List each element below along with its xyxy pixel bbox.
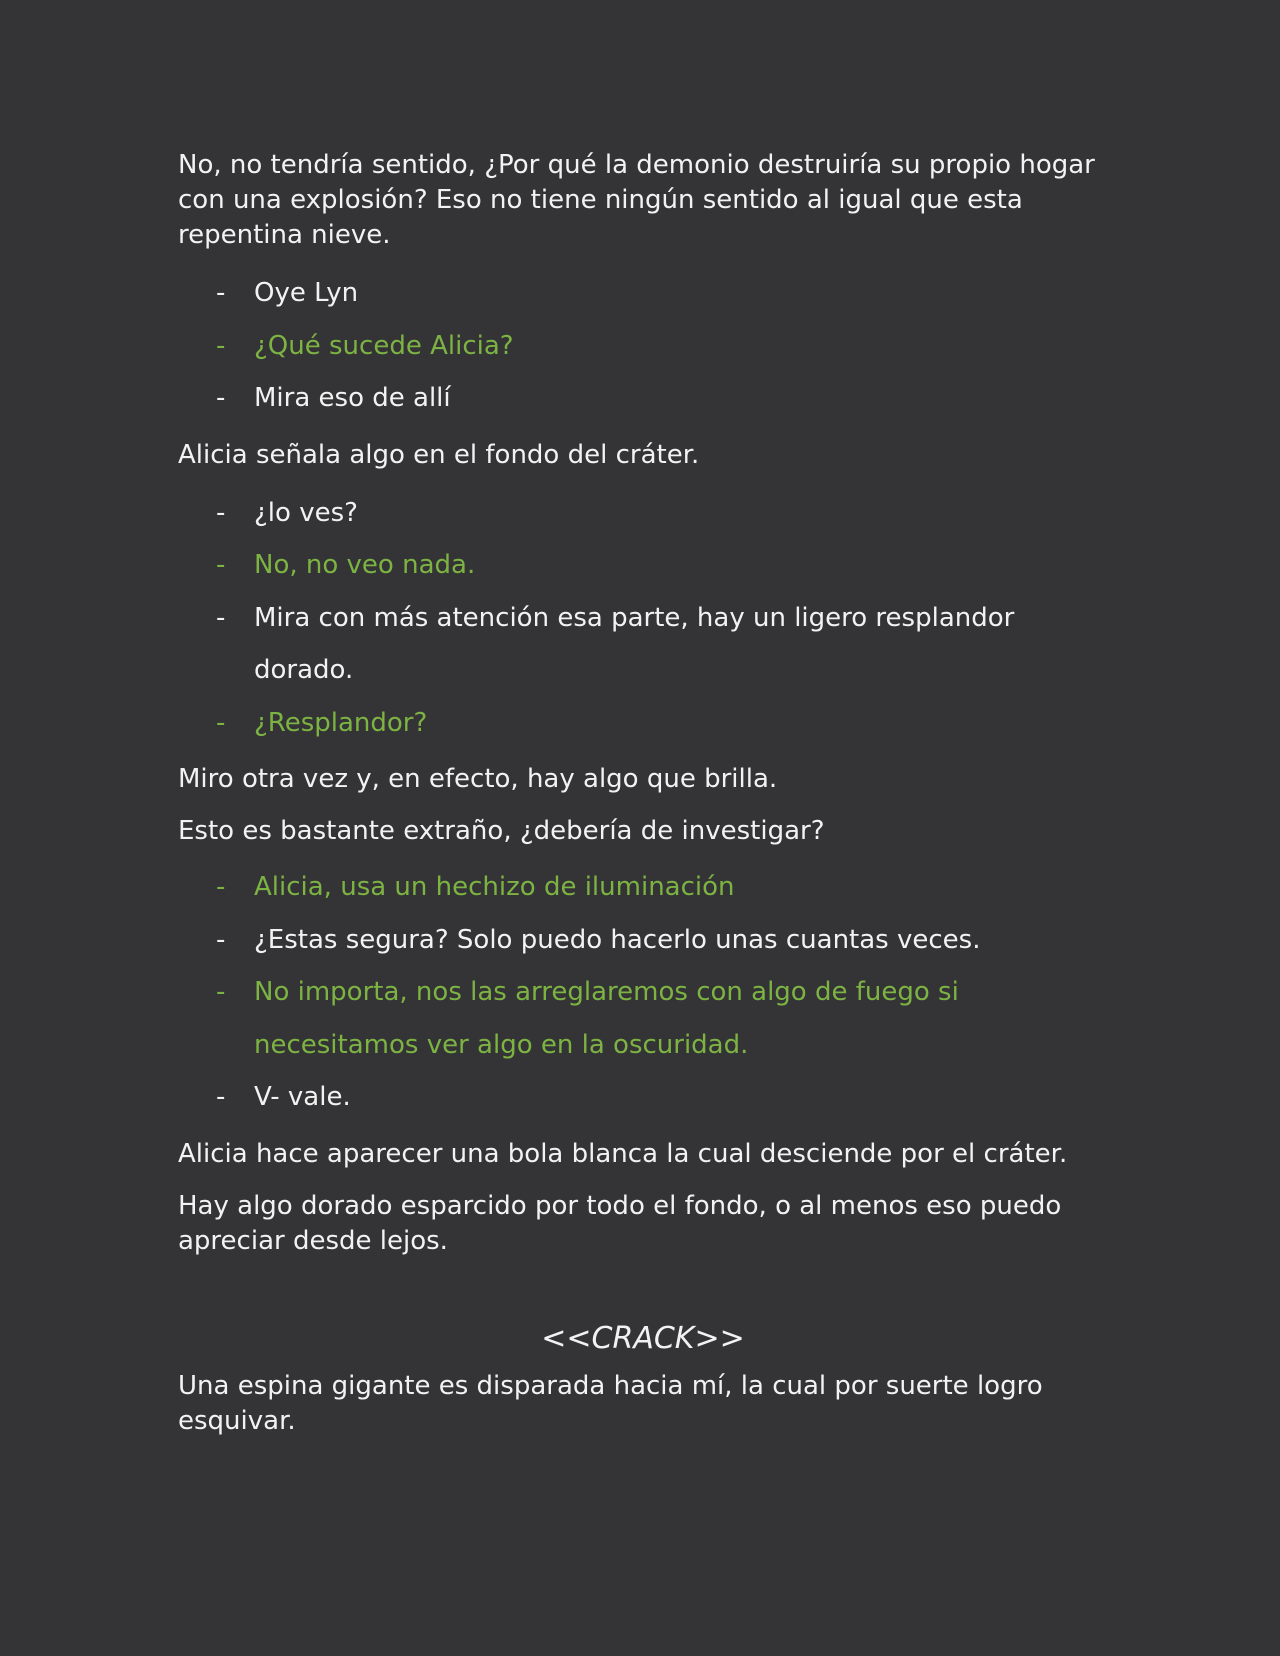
- dialogue-text: No, no veo nada.: [254, 550, 476, 580]
- dialogue-line: [178, 267, 1108, 320]
- dialogue-dash: -: [216, 924, 226, 955]
- dialogue-text: ¿Estas segura? Solo puedo hacerlo unas cuantas veces.: [254, 924, 981, 955]
- dialogue-dash: -: [216, 278, 226, 308]
- dialogue-text: ¿lo ves?: [254, 497, 358, 528]
- dialogue-dash: -: [216, 707, 226, 738]
- dialogue-text: No importa, nos las arreglaremos con algo de fuego si necesitamos ver algo en la oscuridad.: [254, 977, 959, 1060]
- paragraph: Hay algo dorado esparcido por todo el fondo, o al menos eso puedo apreciar desde lejos.: [178, 1190, 1062, 1256]
- dialogue-line: [178, 320, 1108, 373]
- dialogue-text: Alicia, usa un hechizo de iluminación: [254, 872, 735, 902]
- dialogue-text: V- vale.: [254, 1082, 351, 1112]
- dialogue-line: [178, 487, 1108, 540]
- dialogue-block: [178, 267, 1108, 425]
- dialogue-line: [178, 1071, 1108, 1124]
- dialogue-block: [178, 861, 1108, 1124]
- dialogue-line: [178, 861, 1108, 914]
- dialogue-dash: -: [216, 330, 226, 361]
- dialogue-dash: -: [216, 550, 226, 580]
- paragraph: No, no tendría sentido, ¿Por qué la demonio destruiría su propio hogar con una explosión? Eso no tiene ningún sentido al igual que esta repentina nieve.: [178, 150, 1095, 250]
- dialogue-line: [178, 697, 1108, 750]
- dialogue-block: [178, 487, 1108, 750]
- dialogue-line: [178, 592, 1108, 697]
- dialogue-text: ¿Resplandor?: [254, 707, 428, 738]
- dialogue-line: [178, 372, 1108, 425]
- dialogue-dash: -: [216, 977, 226, 1007]
- dialogue-line: [178, 966, 1108, 1071]
- paragraph: Esto es bastante extraño, ¿debería de investigar?: [178, 816, 825, 846]
- paragraph: Miro otra vez y, en efecto, hay algo que brilla.: [178, 764, 778, 794]
- dialogue-dash: -: [216, 602, 226, 633]
- paragraph: Alicia señala algo en el fondo del cráter.: [178, 439, 700, 470]
- dialogue-text: Mira eso de allí: [254, 383, 451, 413]
- dialogue-dash: -: [216, 872, 226, 902]
- dialogue-text: Mira con más atención esa parte, hay un ligero resplandor dorado.: [254, 602, 1015, 685]
- dialogue-line: [178, 914, 1108, 967]
- sound-effect: <<CRACK>>: [541, 1320, 745, 1356]
- dialogue-dash: -: [216, 497, 226, 528]
- dialogue-text: Oye Lyn: [254, 278, 359, 308]
- dialogue-text: ¿Qué sucede Alicia?: [254, 330, 514, 361]
- paragraph: Una espina gigante es disparada hacia mí, la cual por suerte logro esquivar.: [178, 1370, 1043, 1436]
- paragraph: Alicia hace aparecer una bola blanca la cual desciende por el cráter.: [178, 1138, 1068, 1169]
- dialogue-dash: -: [216, 383, 226, 413]
- dialogue-dash: -: [216, 1082, 226, 1112]
- document-body: [178, 148, 1108, 1439]
- dialogue-line: [178, 539, 1108, 592]
